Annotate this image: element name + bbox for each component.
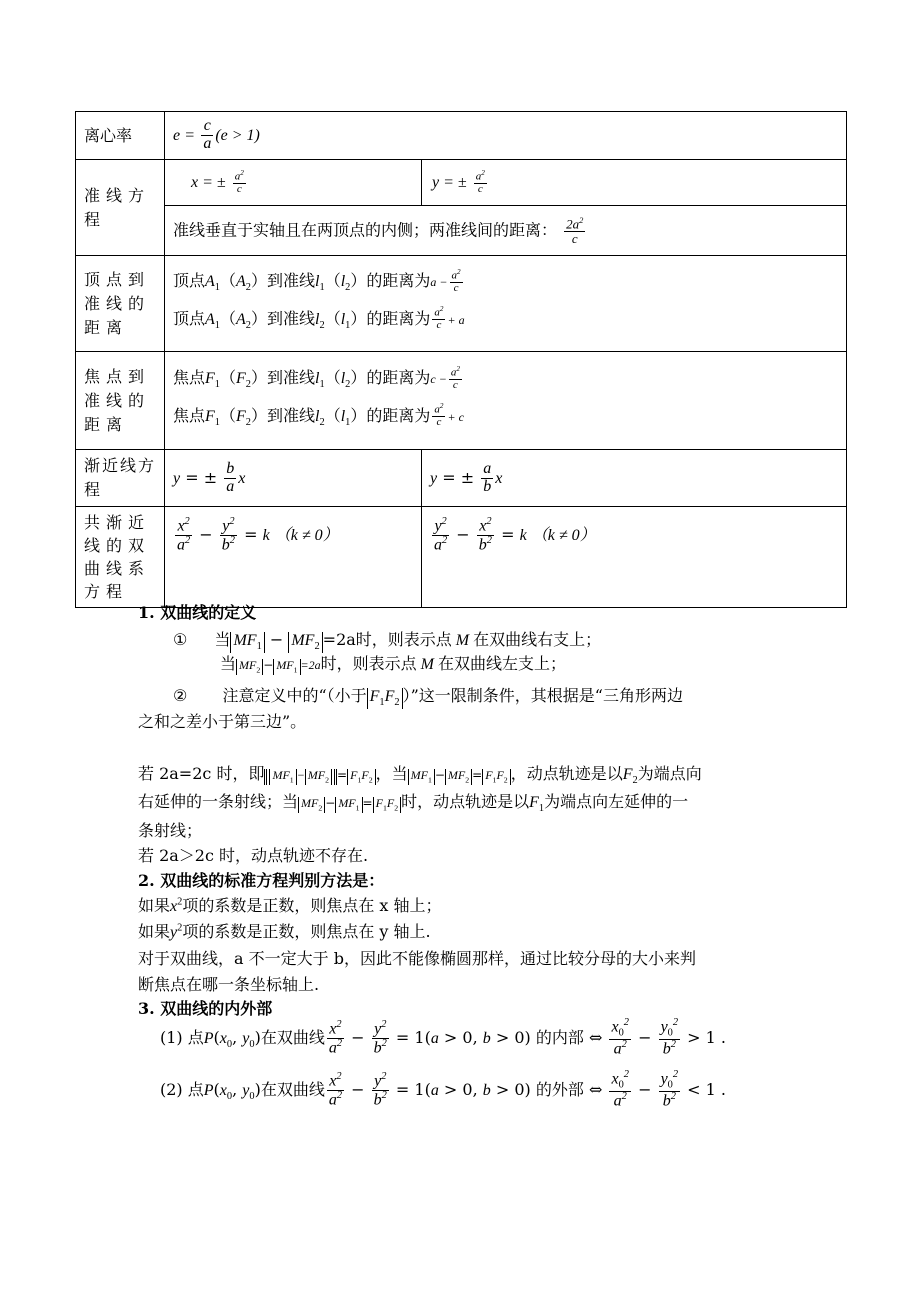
focus-distance-line-2: 焦点$F_1(F_2)$到准线$l_2(l_1)$的距离为 $\frac{a^2}{c}$ + c (173, 402, 464, 429)
s1-item-2: ② 注意定义中的“（小于 $F_1F_2$ ）”这一限制条件，其根据是“三角形两边 (173, 686, 683, 709)
asymptote-y-formula: y = ± $\frac{a}{b}$ x (422, 450, 847, 507)
s1-para-line-3: 条射线； (138, 821, 203, 840)
directrix-x-formula: x = ± $\frac{a^2}{c}$ (165, 160, 422, 206)
row-coasymptote-family (76, 507, 847, 608)
s1-para-line-2: 右延伸的一条射线；当 $MF_2 - MF_1 = F_1F_2$ 时，动点轨迹是以$F_1$为端点向左延伸的一 (138, 792, 689, 815)
hyperbola-property-table (75, 111, 847, 608)
row-eccentricity (76, 112, 847, 160)
row-asymptote (76, 450, 847, 507)
section-1-title: 1. 双曲线的定义 (138, 603, 257, 622)
vertex-distance-line-1: 顶点$A_1(A_2)$到准线$l_1(l_2)$的距离为a − $\frac{a^2}{c}$ (173, 267, 461, 295)
directrix-y-formula: y = ± $\frac{a^2}{c}$ (422, 160, 847, 206)
s1-para-line-1: 若 2a=2c 时，即 $MF_1 - MF_2 = F_1F_2$ ，当 $MF_1 - MF_2 = F_1F_2$ ，动点轨迹是以$F_2$为端点向 (138, 764, 702, 787)
label-focus-distance: 焦点到准线的距离 (76, 352, 165, 450)
focus-distance-line-1: 焦点$F_1(F_2)$到准线$l_1(l_2)$的距离为c − $\frac{a^2}{c}$ (173, 364, 460, 392)
s2-line-1: 如果$x^2$项的系数是正数，则焦点在 x 轴上； (138, 896, 442, 915)
s2-line-2: 如果$y^2$项的系数是正数，则焦点在 y 轴上. (138, 922, 431, 941)
label-directrix: 准线方程 (76, 160, 165, 256)
row-directrix-equations (76, 160, 847, 206)
row-vertex-directrix-distance (76, 256, 847, 352)
s2-line-3: 对于双曲线，a 不一定大于 b，因此不能像椭圆那样，通过比较分母的大小来判 (138, 949, 696, 968)
section-2-title: 2. 双曲线的标准方程判别方法是： (138, 871, 385, 890)
asymptote-x-formula: y = ± $\frac{b}{a}$ x (165, 450, 422, 507)
eccentricity-formula: e = $\frac{c}{a}$ (e > 1) (165, 112, 847, 160)
directrix-note: 准线垂直于实轴且在两顶点的内侧；两准线间的距离： $\frac{2a^2}{c}$ (165, 206, 847, 256)
coasymptote-x-formula: $\frac{x^2}{a^2}$ − $\frac{y^2}{b^2}$ = k （k ≠ 0） (165, 507, 422, 608)
s3-item-2: (2) 点$P(x_0$, $y_0$)在双曲线 $\frac{x^2}{a^2}$ − $\frac{y^2}{b^2}$ = 1(a > 0, b > 0) 的外部 ⇔ $\frac{x_0^2}{a^2}$ − $\frac{y_0^2}{b^2}$ < 1 . (160, 1069, 727, 1110)
label-vertex-distance: 顶点到准线的距离 (76, 256, 165, 352)
s1-item-1: ① 当 $MF_1 - MF_2 =2a$时，则表示点 M 在双曲线右支上； (173, 630, 602, 653)
focus-distance-cell (165, 352, 847, 450)
s2-line-4: 断焦点在哪一条坐标轴上. (138, 975, 320, 994)
row-focus-directrix-distance (76, 352, 847, 450)
vertex-distance-cell (165, 256, 847, 352)
s1-item-1b: 当 $MF_2 - MF_1 =2a$时，则表示点 M 在双曲线左支上； (220, 654, 567, 675)
label-eccentricity: 离心率 (76, 112, 165, 160)
vertex-distance-line-2: 顶点$A_1(A_2)$到准线$l_2(l_1)$的距离为 $\frac{a^2}{c}$ + a (173, 305, 465, 332)
s1-item-2-cont: 之和之差小于第三边”。 (138, 712, 307, 731)
label-coasymptote: 共渐近线的双曲线系方程 (76, 507, 165, 608)
s3-item-1: (1) 点$P(x_0$, $y_0$)在双曲线 $\frac{x^2}{a^2}$ − $\frac{y^2}{b^2}$ = 1(a > 0, b > 0) 的内部 ⇔ $\frac{x_0^2}{a^2}$ − $\frac{y_0^2}{b^2}$ > 1 . (160, 1017, 727, 1058)
row-directrix-note (76, 206, 847, 256)
s1-para-line-4: 若 2a＞2c 时，动点轨迹不存在. (138, 846, 369, 865)
label-asymptote: 渐近线方程 (76, 450, 165, 507)
section-3-title: 3. 双曲线的内外部 (138, 999, 273, 1018)
coasymptote-y-formula: $\frac{y^2}{a^2}$ − $\frac{x^2}{b^2}$ = k （k ≠ 0） (422, 507, 847, 608)
